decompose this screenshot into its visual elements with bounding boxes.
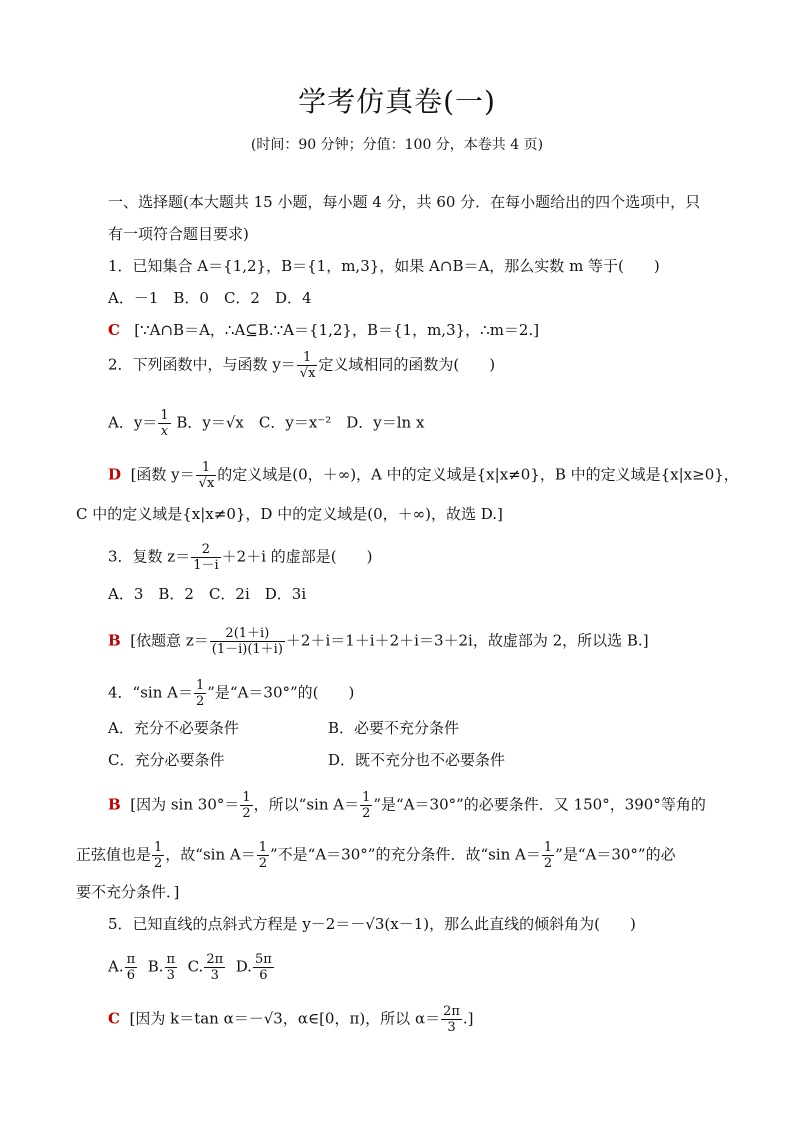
question-5-options [108,952,275,983]
fraction [165,952,178,983]
explanation-text: [因为 k＝tan α＝－√3，α∈[0，π)，所以 α＝ [129,1009,441,1028]
denominator: 2 [242,806,251,821]
fraction [204,952,225,983]
fraction [152,840,164,871]
denominator [297,366,318,381]
denominator: 6 [259,968,268,983]
question-3-stem [108,542,372,573]
explanation-text: .] [462,1009,474,1028]
sqrt-expression: √x [299,366,316,381]
question-2-options [108,408,424,439]
question-5-stem: 5．已知直线的点斜式方程是 y－2＝－√3(x－1)，那么此直线的倾斜角为( ) [108,915,636,933]
explanation-text: ”不是“A＝30°”的充分条件．故“sin A＝ [270,845,541,864]
stem-text: ”是“A＝30°”的( ) [207,683,355,702]
answer-letter: B [108,631,121,650]
question-4-option-b: B．必要不充分条件 [328,719,460,737]
sqrt-expression: √x [198,476,215,491]
option-b-label: B. [147,957,164,976]
numerator: 1 [196,460,217,476]
numerator: 1 [160,408,169,423]
denominator: 2 [195,694,205,709]
numerator: 1 [154,840,163,855]
question-4-stem [108,678,354,709]
question-2-stem [108,350,495,381]
stem-text: 3．复数 z＝ [108,547,191,566]
fraction [194,678,206,709]
denominator: 1－i [193,558,219,573]
page-title: 学考仿真卷(一) [298,85,496,118]
exam-info: (时间：90 分钟；分值：100 分，本卷共 4 页) [250,137,544,153]
denominator: (1－i)(1＋i) [211,642,283,657]
answer-letter: C [108,1009,120,1028]
question-3-options: A．3 B．2 C．2i D．3i [108,585,307,603]
denominator: 2 [543,856,553,871]
question-3-solution [108,626,649,657]
denominator: 3 [166,968,175,983]
fraction [191,542,220,573]
denominator: 6 [126,968,136,983]
answer-letter: C [108,321,120,339]
option-a-label: A. [108,957,124,976]
fraction [158,408,170,439]
question-4-solution-line-3: 要不充分条件．] [76,883,180,901]
explanation-text: ，故“sin A＝ [165,845,256,864]
numerator: 2π [206,952,224,967]
section-heading: 一、选择题(本大题共 15 小题，每小题 4 分，共 60 分．在每小题给出的四个选项中，只 [108,193,701,211]
answer-letter: B [108,795,121,814]
numerator: 1 [258,840,268,855]
numerator: 1 [362,790,371,805]
question-1-solution [108,320,539,340]
option-c-label: C. [187,957,204,976]
numerator: 1 [543,840,553,855]
numerator: 1 [297,350,318,366]
stem-text: 定义域相同的函数为( ) [318,355,496,374]
denominator: 3 [447,1020,456,1035]
fraction [253,952,274,983]
explanation-text: ，所以“sin A＝ [253,795,360,814]
explanation-text: [∵A∩B＝A，∴A⊆B.∵A＝{1,2}，B＝{1，m,3}，∴m＝2.] [134,321,540,339]
fraction [196,460,217,491]
question-4-option-a: A．充分不必要条件 [108,719,239,737]
numerator: 1 [242,790,251,805]
numerator: 2(1＋i) [210,626,285,642]
denominator: 2 [258,856,268,871]
fraction [240,790,252,821]
answer-letter: D [108,465,122,484]
fraction [542,840,554,871]
explanation-text: ＋2＋i＝1＋i＋2＋i＝3＋2i，故虚部为 2，所以选 B.] [285,631,649,650]
question-2-solution-continued: C 中的定义域是{x|x≠0}，D 中的定义域是(0，＋∞)，故选 D.] [76,505,503,523]
section-heading-continued: 有一项符合题目要求) [108,225,249,243]
explanation-text: [依题意 z＝ [130,631,209,650]
denominator: 3 [210,968,219,983]
explanation-text: [因为 sin 30°＝ [130,795,240,814]
stem-text: 4．“sin A＝ [108,683,193,702]
fraction [441,1004,462,1035]
explanation-text: [函数 y＝ [130,465,195,484]
question-4-solution-line-2 [76,840,676,871]
explanation-text: ”是“A＝30°”的必要条件．又 150°，390°等角的 [373,795,706,814]
question-4-option-d: D．既不充分也不必要条件 [328,751,506,769]
option-a: A．y＝ [108,413,158,432]
fraction [257,840,269,871]
denominator: 2 [154,856,163,871]
explanation-text: 正弦值也是 [76,845,152,864]
numerator: 2π [443,1004,460,1019]
denominator: x [160,424,169,439]
stem-text: 2．下列函数中，与函数 y＝ [108,355,296,374]
fraction [210,626,285,657]
fraction [297,350,318,381]
question-1-options: A．－1 B．0 C．2 D．4 [108,289,312,307]
denominator: 2 [362,806,371,821]
fraction [360,790,372,821]
fraction [125,952,138,983]
numerator: π [126,952,136,967]
numerator: 2 [191,542,220,558]
numerator: π [166,952,176,967]
question-1-stem: 1．已知集合 A＝{1,2}，B＝{1，m,3}，如果 A∩B＝A，那么实数 m 等于( ) [108,257,660,275]
explanation-text: 的定义域是(0，＋∞)，A 中的定义域是{x|x≠0}，B 中的定义域是{x|x≥0}， [217,465,739,484]
question-5-solution [108,1004,474,1035]
question-2-solution [108,460,739,491]
option-d-label: D. [235,957,252,976]
stem-text: ＋2＋i 的虚部是( ) [221,547,373,566]
numerator: 5π [254,952,272,967]
denominator [196,476,217,491]
question-4-solution [108,790,706,821]
question-4-option-c: C．充分必要条件 [108,751,225,769]
numerator: 1 [195,678,205,693]
options-rest: B．y＝√x C．y＝x⁻² D．y＝ln x [176,413,425,432]
explanation-text: ”是“A＝30°”的必 [555,845,676,864]
